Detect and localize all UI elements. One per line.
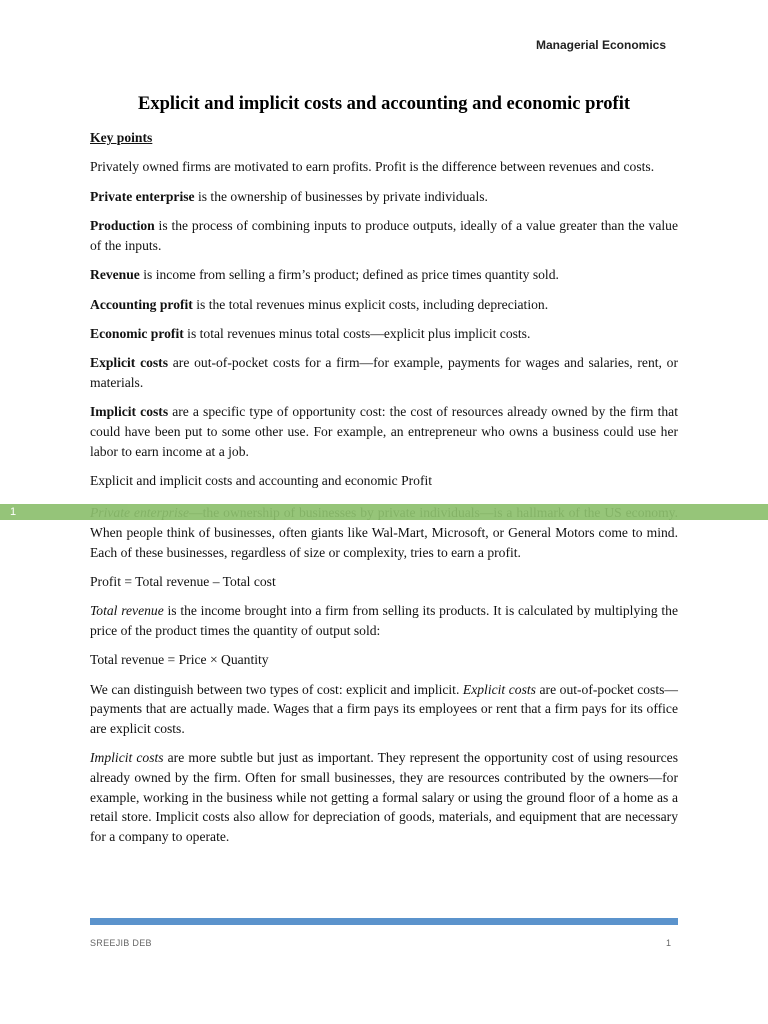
- profit-formula: Profit = Total revenue – Total cost: [90, 574, 276, 590]
- term: Revenue: [90, 267, 140, 283]
- paragraph-lead: We can distinguish between two types of cost: explicit and implicit.: [90, 681, 463, 697]
- paragraph-implicit-costs: [90, 748, 678, 846]
- key-points-heading: Key points: [90, 130, 153, 145]
- term: Accounting profit: [90, 296, 193, 312]
- paragraph-explicit-costs: [90, 680, 678, 739]
- definition-production: [90, 216, 678, 255]
- footer-author: SREEJIB DEB: [90, 938, 152, 948]
- definition-text: are a specific type of opportunity cost: the cost of resources already owned by the firm that could have been put to some other use. For example, an entrepreneur who owns a business could use her labor to earn income at a job.: [90, 404, 678, 459]
- paragraph-profit-intro: Privately owned firms are motivated to earn profits. Profit is the difference between revenues and costs.: [90, 159, 655, 175]
- term: Explicit costs: [90, 355, 169, 371]
- revenue-formula: Total revenue = Price × Quantity: [90, 652, 269, 668]
- definition-text: is the process of combining inputs to produce outputs, ideally of a value greater than the value of the inputs.: [90, 218, 678, 253]
- term: Explicit costs: [462, 681, 536, 697]
- term: Private enterprise: [90, 188, 195, 204]
- definition-implicit-costs: [90, 402, 678, 461]
- definition-explicit-costs: [90, 353, 678, 392]
- paragraph-text: are more subtle but just as important. They represent the opportunity cost of using resources already owned by the firm. Often for small businesses, they are resources contributed by the owners—for example, working in the business while not getting a formal salary or using the ground floor of a home as a retail store. Implicit costs also allow for depreciation of goods, materials, and equipment that are necessary for a company to operate.: [90, 750, 678, 844]
- definition-accounting-profit: [90, 295, 678, 315]
- term: Implicit costs: [90, 750, 164, 766]
- section-heading: Explicit and implicit costs and accounting and economic Profit: [90, 472, 433, 488]
- definition-text: is the total revenues minus explicit costs, including depreciation.: [192, 296, 549, 312]
- paragraph-total-revenue: [90, 601, 678, 640]
- document-body: [90, 128, 678, 856]
- page-number-band: [0, 504, 768, 520]
- running-header: Managerial Economics: [535, 38, 666, 52]
- paragraph-text: is the income brought into a firm from selling its products. It is calculated by multiplying the price of the product times the quantity of output sold:: [90, 603, 678, 639]
- paragraph-text: are out-of-pocket costs—payments that are actually made. Wages that a firm pays its employees or rent that a firm pays for its office are explicit costs.: [90, 681, 678, 737]
- term: Total revenue: [90, 603, 164, 619]
- footer-page-number: 1: [666, 938, 672, 948]
- document-title: Explicit and implicit costs and accounting and economic profit: [138, 94, 630, 114]
- definition-text: is the ownership of businesses by private individuals.: [194, 188, 488, 204]
- term: Implicit costs: [90, 404, 169, 420]
- term: Economic profit: [90, 325, 184, 341]
- definition-text: are out-of-pocket costs for a firm—for example, payments for wages and salaries, rent, or materials.: [90, 355, 678, 390]
- definition-economic-profit: [90, 324, 678, 344]
- paragraph-text: When people think of businesses, often giants like Wal-Mart, Microsoft, or General Motors come to mind. Each of these businesses, regardless of size or complexity, tries to earn a profit.: [90, 525, 678, 560]
- footer-divider: [90, 918, 678, 925]
- definition-text: is income from selling a firm’s product; defined as price times quantity sold.: [139, 267, 559, 283]
- page-band-number: 1: [10, 506, 17, 518]
- definition-revenue: [90, 265, 678, 285]
- term: Production: [90, 218, 155, 234]
- definition-private-enterprise: [90, 187, 678, 207]
- definition-text: is total revenues minus total costs—explicit plus implicit costs.: [183, 325, 531, 341]
